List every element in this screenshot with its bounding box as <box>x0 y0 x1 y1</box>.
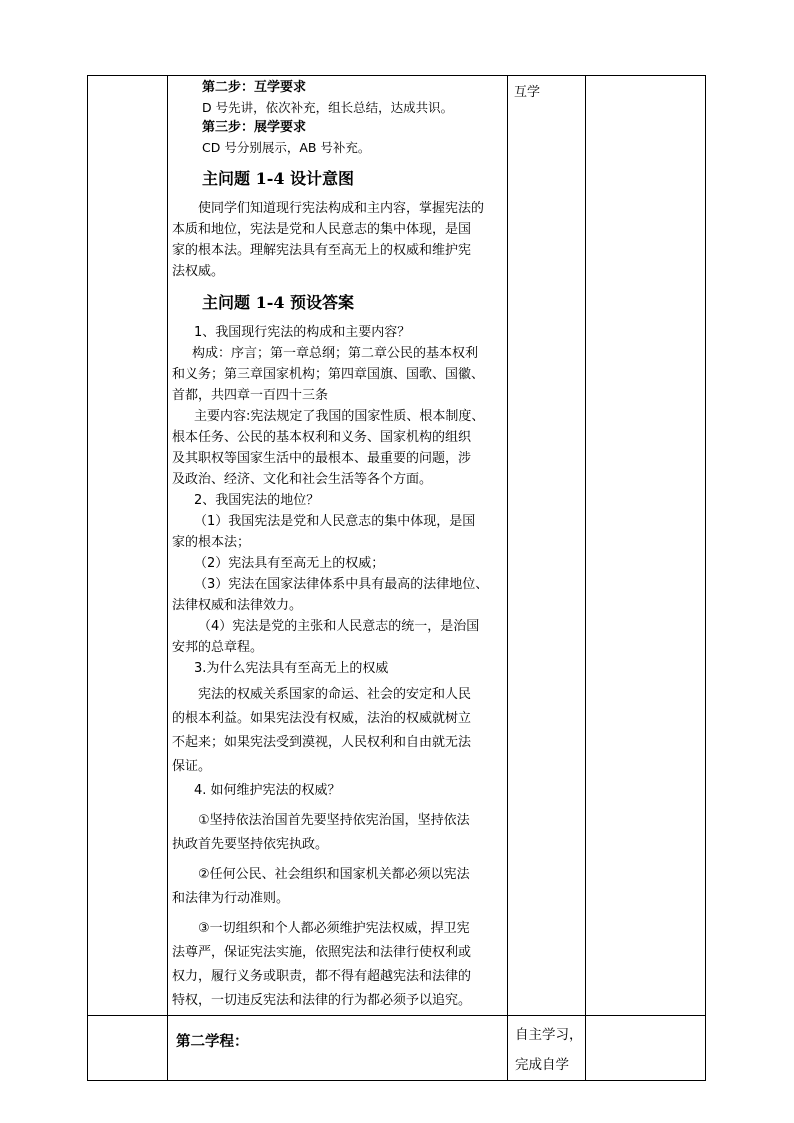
text-line: 构成：序言；第一章总纲；第二章公民的基本权利 <box>192 346 479 361</box>
text-line: 法权威。 <box>172 264 225 279</box>
text-line: 及政治、经济、文化和社会生活等各个方面。 <box>172 472 433 487</box>
question-4: 4. 如何维护宪法的权威？ <box>194 783 341 798</box>
text-line: 法尊严，保证宪法实施，依照宪法和法律行使权利或 <box>172 945 472 960</box>
self-study-line-1: 自主学习， <box>515 1027 583 1043</box>
text-line: 家的根本法； <box>172 535 251 550</box>
main-content-cell <box>168 76 508 1016</box>
question-3: 3.为什么宪法具有至高无上的权威 <box>194 661 389 676</box>
step2-title: 第二步：互学要求 <box>202 80 307 95</box>
step3-text: CD 号分别展示，AB 号补充。 <box>202 140 371 155</box>
text-line: 本质和地位，宪法是党和人民意志的集中体现，是国 <box>172 222 472 237</box>
activity-cell <box>508 76 586 1016</box>
table-row <box>88 76 706 1016</box>
text-line: 家的根本法。理解宪法具有至高无上的权威和维护宪 <box>172 243 472 258</box>
text-line: 根本任务、公民的基本权利和义务、国家机构的组织 <box>172 430 472 445</box>
text-line: 特权，一切违反宪法和法律的行为都必须予以追究。 <box>172 993 472 1008</box>
stage-cell <box>168 1016 508 1081</box>
text-line: ①坚持依法治国首先要坚持依宪治国，坚持依法 <box>198 813 470 828</box>
text-line: 主要内容:宪法规定了我国的国家性质、根本制度、 <box>194 409 485 424</box>
text-line: 执政首先要坚持依宪执政。 <box>172 837 329 852</box>
lesson-plan-table <box>87 75 706 1081</box>
text-line: （3）宪法在国家法律体系中具有最高的法律地位、 <box>194 577 489 592</box>
notes-cell <box>586 1016 706 1081</box>
text-line: 宪法的权威关系国家的命运、社会的安定和人民 <box>198 687 472 702</box>
text-line: （1）我国宪法是党和人民意志的集中体现，是国 <box>194 514 476 529</box>
text-line: 保证。 <box>172 759 212 774</box>
step2-text: D 号先讲，依次补充，组长总结，达成共识。 <box>202 100 454 115</box>
text-line: 的根本利益。如果宪法没有权威，法治的权威就树立 <box>172 711 472 726</box>
question-2: 2、我国宪法的地位？ <box>194 493 320 508</box>
text-line: 和义务；第三章国家机构；第四章国旗、国歌、国徽、 <box>172 367 485 382</box>
text-line: ③一切组织和个人都必须维护宪法权威，捍卫宪 <box>198 921 470 936</box>
answer-heading: 主问题 1-4 预设答案 <box>202 293 355 312</box>
table-row <box>88 1016 706 1081</box>
answer-section <box>172 322 503 679</box>
notes-cell <box>586 76 706 1016</box>
stage2-title: 第二学程： <box>176 1034 249 1050</box>
text-line: 使同学们知道现行宪法构成和主内容，掌握宪法的 <box>198 201 485 216</box>
empty-cell <box>88 76 168 1016</box>
text-line: 及其职权等国家生活中的最根本、最重要的问题，涉 <box>172 451 472 466</box>
self-study-line-2: 完成自学 <box>515 1057 569 1073</box>
design-paragraph <box>172 198 503 282</box>
text-line: 和法律为行动准则。 <box>172 891 290 906</box>
mutual-label: 互学 <box>514 85 541 100</box>
text-line: （2）宪法具有至高无上的权威； <box>194 556 385 571</box>
step3-title: 第三步：展学要求 <box>202 120 307 135</box>
text-line: （4）宪法是党的主张和人民意志的统一，是治国 <box>198 619 480 634</box>
activity-cell <box>508 1016 586 1081</box>
design-heading: 主问题 1-4 设计意图 <box>202 169 355 188</box>
text-line: 法律权威和法律效力。 <box>172 598 303 613</box>
self-study-label <box>508 1016 585 1080</box>
q4-answer <box>172 809 503 1013</box>
text-line: 不起来；如果宪法受到漠视，人民权利和自由就无法 <box>172 735 472 750</box>
empty-cell <box>88 1016 168 1081</box>
question-1: 1、我国现行宪法的构成和主要内容？ <box>194 325 411 340</box>
q3-answer <box>172 683 503 803</box>
text-line: 首都，共四章一百四十三条 <box>172 388 329 403</box>
text-line: ②任何公民、社会组织和国家机关都必须以宪法 <box>198 867 470 882</box>
text-line: 安邦的总章程。 <box>172 640 264 655</box>
text-line: 权力，履行义务或职责，都不得有超越宪法和法律的 <box>172 969 472 984</box>
